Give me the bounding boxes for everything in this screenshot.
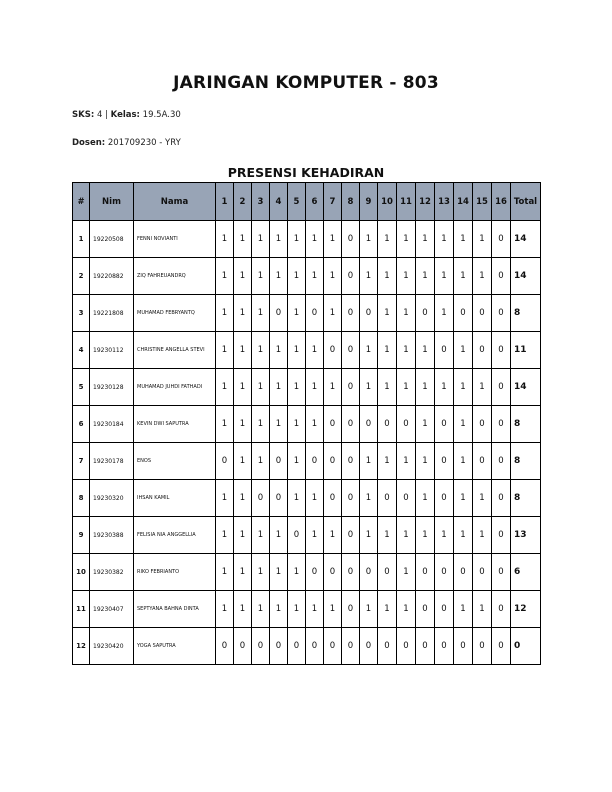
row-number: 5 xyxy=(73,369,90,406)
attendance-cell: 0 xyxy=(378,480,397,517)
attendance-cell: 1 xyxy=(397,517,416,554)
attendance-cell: 1 xyxy=(360,591,378,628)
table-row xyxy=(73,332,541,369)
attendance-cell: 0 xyxy=(416,295,435,332)
attendance-cell: 1 xyxy=(324,369,342,406)
attendance-cell: 1 xyxy=(416,221,435,258)
attendance-cell: 1 xyxy=(378,258,397,295)
attendance-cell: 0 xyxy=(306,554,324,591)
attendance-cell: 1 xyxy=(306,369,324,406)
row-number: 10 xyxy=(73,554,90,591)
student-nim: 19230184 xyxy=(90,406,134,443)
attendance-cell: 1 xyxy=(360,480,378,517)
attendance-table xyxy=(72,182,541,665)
attendance-cell: 1 xyxy=(288,258,306,295)
student-name: FENNI NOVIANTI xyxy=(134,221,216,258)
attendance-cell: 0 xyxy=(473,406,492,443)
attendance-cell: 0 xyxy=(324,480,342,517)
table-body xyxy=(73,221,541,665)
attendance-cell: 0 xyxy=(435,332,454,369)
column-header: 11 xyxy=(397,183,416,221)
attendance-cell: 1 xyxy=(378,443,397,480)
attendance-cell: 1 xyxy=(306,480,324,517)
student-name: YOGA SAPUTRA xyxy=(134,628,216,665)
table-row xyxy=(73,221,541,258)
attendance-cell: 0 xyxy=(435,628,454,665)
attendance-cell: 1 xyxy=(216,591,234,628)
dosen-value: 201709230 - YRY xyxy=(107,138,181,148)
student-name: RIKO FEBRIANTO xyxy=(134,554,216,591)
attendance-cell: 1 xyxy=(360,517,378,554)
attendance-cell: 1 xyxy=(397,332,416,369)
attendance-cell: 1 xyxy=(234,406,252,443)
attendance-cell: 1 xyxy=(270,554,288,591)
attendance-cell: 1 xyxy=(252,443,270,480)
attendance-cell: 1 xyxy=(435,258,454,295)
attendance-cell: 1 xyxy=(288,480,306,517)
column-header: # xyxy=(73,183,90,221)
attendance-cell: 1 xyxy=(306,406,324,443)
attendance-cell: 1 xyxy=(454,406,473,443)
attendance-cell: 0 xyxy=(492,295,511,332)
attendance-cell: 0 xyxy=(360,406,378,443)
student-nim: 19230388 xyxy=(90,517,134,554)
attendance-total: 6 xyxy=(511,554,541,591)
attendance-cell: 0 xyxy=(492,591,511,628)
attendance-total: 14 xyxy=(511,258,541,295)
attendance-cell: 1 xyxy=(473,369,492,406)
attendance-cell: 1 xyxy=(324,591,342,628)
attendance-total: 12 xyxy=(511,591,541,628)
attendance-cell: 1 xyxy=(216,295,234,332)
column-header: 13 xyxy=(435,183,454,221)
column-header: 6 xyxy=(306,183,324,221)
attendance-cell: 1 xyxy=(324,221,342,258)
table-row xyxy=(73,258,541,295)
attendance-cell: 1 xyxy=(234,480,252,517)
attendance-cell: 1 xyxy=(288,443,306,480)
attendance-cell: 0 xyxy=(454,295,473,332)
attendance-cell: 0 xyxy=(492,221,511,258)
attendance-total: 14 xyxy=(511,369,541,406)
attendance-cell: 0 xyxy=(252,480,270,517)
student-name: ENOS xyxy=(134,443,216,480)
attendance-cell: 1 xyxy=(270,258,288,295)
column-header: 15 xyxy=(473,183,492,221)
row-number: 7 xyxy=(73,443,90,480)
sks-label: SKS: xyxy=(72,110,95,120)
attendance-cell: 1 xyxy=(416,517,435,554)
attendance-cell: 0 xyxy=(416,628,435,665)
attendance-cell: 1 xyxy=(473,258,492,295)
attendance-cell: 0 xyxy=(324,628,342,665)
attendance-cell: 0 xyxy=(342,554,360,591)
column-header: 8 xyxy=(342,183,360,221)
attendance-cell: 1 xyxy=(454,369,473,406)
attendance-cell: 1 xyxy=(216,332,234,369)
attendance-cell: 1 xyxy=(306,258,324,295)
attendance-cell: 0 xyxy=(492,443,511,480)
row-number: 6 xyxy=(73,406,90,443)
attendance-cell: 0 xyxy=(342,295,360,332)
column-header: 16 xyxy=(492,183,511,221)
attendance-cell: 0 xyxy=(342,221,360,258)
student-nim: 19230407 xyxy=(90,591,134,628)
separator: | xyxy=(105,110,108,120)
attendance-cell: 1 xyxy=(454,258,473,295)
attendance-cell: 0 xyxy=(360,628,378,665)
attendance-cell: 0 xyxy=(342,517,360,554)
attendance-cell: 1 xyxy=(360,443,378,480)
attendance-cell: 1 xyxy=(234,221,252,258)
attendance-cell: 1 xyxy=(270,332,288,369)
attendance-cell: 1 xyxy=(216,406,234,443)
attendance-cell: 1 xyxy=(360,332,378,369)
attendance-cell: 1 xyxy=(324,295,342,332)
attendance-cell: 1 xyxy=(306,591,324,628)
attendance-cell: 1 xyxy=(397,554,416,591)
attendance-cell: 1 xyxy=(288,369,306,406)
attendance-cell: 1 xyxy=(416,480,435,517)
table-row xyxy=(73,443,541,480)
column-header: 4 xyxy=(270,183,288,221)
page-title: JARINGAN KOMPUTER - 803 xyxy=(173,73,439,93)
attendance-cell: 1 xyxy=(378,295,397,332)
attendance-cell: 1 xyxy=(252,554,270,591)
attendance-cell: 0 xyxy=(324,443,342,480)
student-name: SEPTYANA BAHNA DINTA xyxy=(134,591,216,628)
attendance-cell: 0 xyxy=(216,628,234,665)
attendance-total: 8 xyxy=(511,295,541,332)
table-row xyxy=(73,628,541,665)
attendance-cell: 0 xyxy=(324,554,342,591)
attendance-cell: 0 xyxy=(473,332,492,369)
attendance-cell: 1 xyxy=(473,480,492,517)
attendance-cell: 0 xyxy=(252,628,270,665)
student-nim: 19230320 xyxy=(90,480,134,517)
attendance-cell: 1 xyxy=(454,332,473,369)
kelas-label: Kelas: xyxy=(110,110,140,120)
attendance-cell: 0 xyxy=(342,406,360,443)
row-number: 12 xyxy=(73,628,90,665)
row-number: 1 xyxy=(73,221,90,258)
row-number: 9 xyxy=(73,517,90,554)
attendance-cell: 1 xyxy=(306,332,324,369)
attendance-cell: 1 xyxy=(216,554,234,591)
attendance-cell: 0 xyxy=(397,628,416,665)
table-row xyxy=(73,554,541,591)
attendance-total: 13 xyxy=(511,517,541,554)
attendance-total: 14 xyxy=(511,221,541,258)
column-header: 12 xyxy=(416,183,435,221)
attendance-cell: 1 xyxy=(306,517,324,554)
table-row xyxy=(73,517,541,554)
attendance-cell: 0 xyxy=(492,554,511,591)
kelas-value: 19.5A.30 xyxy=(142,110,181,120)
row-number: 4 xyxy=(73,332,90,369)
section-title: PRESENSI KEHADIRAN xyxy=(227,165,385,180)
table-row xyxy=(73,369,541,406)
attendance-cell: 1 xyxy=(473,221,492,258)
attendance-cell: 0 xyxy=(306,443,324,480)
attendance-cell: 1 xyxy=(234,591,252,628)
attendance-cell: 1 xyxy=(454,221,473,258)
attendance-cell: 0 xyxy=(492,369,511,406)
attendance-cell: 0 xyxy=(288,628,306,665)
attendance-cell: 0 xyxy=(342,258,360,295)
attendance-cell: 1 xyxy=(360,258,378,295)
column-header: 10 xyxy=(378,183,397,221)
attendance-cell: 0 xyxy=(435,406,454,443)
student-name: ZIQ FAHREUANDRQ xyxy=(134,258,216,295)
column-header: 14 xyxy=(454,183,473,221)
attendance-cell: 1 xyxy=(435,295,454,332)
attendance-cell: 1 xyxy=(270,517,288,554)
row-number: 8 xyxy=(73,480,90,517)
attendance-cell: 1 xyxy=(397,221,416,258)
attendance-cell: 0 xyxy=(342,332,360,369)
attendance-cell: 0 xyxy=(492,406,511,443)
attendance-cell: 1 xyxy=(378,517,397,554)
attendance-cell: 1 xyxy=(324,517,342,554)
attendance-cell: 1 xyxy=(306,221,324,258)
table-row xyxy=(73,591,541,628)
student-nim: 19230420 xyxy=(90,628,134,665)
attendance-cell: 1 xyxy=(378,591,397,628)
attendance-cell: 1 xyxy=(252,258,270,295)
attendance-cell: 1 xyxy=(397,443,416,480)
attendance-cell: 1 xyxy=(324,258,342,295)
attendance-cell: 1 xyxy=(435,517,454,554)
attendance-cell: 0 xyxy=(360,554,378,591)
table-row xyxy=(73,406,541,443)
row-number: 3 xyxy=(73,295,90,332)
student-name: IHSAN KAMIL xyxy=(134,480,216,517)
attendance-cell: 1 xyxy=(216,517,234,554)
attendance-total: 0 xyxy=(511,628,541,665)
attendance-cell: 0 xyxy=(435,443,454,480)
attendance-cell: 0 xyxy=(416,591,435,628)
attendance-cell: 0 xyxy=(270,628,288,665)
attendance-cell: 1 xyxy=(234,443,252,480)
attendance-cell: 0 xyxy=(270,443,288,480)
attendance-cell: 1 xyxy=(360,369,378,406)
dosen-label: Dosen: xyxy=(72,138,106,148)
attendance-cell: 0 xyxy=(473,295,492,332)
column-header: 2 xyxy=(234,183,252,221)
attendance-cell: 1 xyxy=(397,295,416,332)
attendance-cell: 0 xyxy=(397,406,416,443)
attendance-cell: 1 xyxy=(288,406,306,443)
attendance-cell: 0 xyxy=(216,443,234,480)
student-name: MUHAMAD JUHDI FATHADI xyxy=(134,369,216,406)
attendance-cell: 1 xyxy=(252,406,270,443)
attendance-cell: 0 xyxy=(306,628,324,665)
student-name: FELISIA NIA ANGGELLIA xyxy=(134,517,216,554)
attendance-cell: 1 xyxy=(234,369,252,406)
attendance-cell: 0 xyxy=(324,332,342,369)
attendance-cell: 0 xyxy=(454,628,473,665)
attendance-cell: 0 xyxy=(378,406,397,443)
attendance-cell: 1 xyxy=(435,221,454,258)
attendance-cell: 0 xyxy=(234,628,252,665)
attendance-cell: 1 xyxy=(252,295,270,332)
attendance-cell: 0 xyxy=(378,554,397,591)
student-name: MUHAMAD FEBRYANTQ xyxy=(134,295,216,332)
attendance-cell: 0 xyxy=(342,628,360,665)
attendance-cell: 0 xyxy=(492,258,511,295)
attendance-cell: 1 xyxy=(252,332,270,369)
student-name: CHRISTINE ANGELLA STEVI xyxy=(134,332,216,369)
table-header-row xyxy=(73,183,541,221)
attendance-cell: 1 xyxy=(416,443,435,480)
attendance-cell: 1 xyxy=(397,258,416,295)
attendance-cell: 1 xyxy=(416,406,435,443)
sks-value: 4 xyxy=(96,110,103,120)
attendance-cell: 0 xyxy=(473,554,492,591)
attendance-cell: 1 xyxy=(288,591,306,628)
attendance-cell: 0 xyxy=(473,443,492,480)
attendance-cell: 1 xyxy=(216,369,234,406)
attendance-total: 8 xyxy=(511,480,541,517)
attendance-cell: 0 xyxy=(306,295,324,332)
attendance-cell: 1 xyxy=(378,221,397,258)
attendance-cell: 1 xyxy=(416,332,435,369)
attendance-cell: 1 xyxy=(416,369,435,406)
attendance-cell: 1 xyxy=(270,591,288,628)
student-nim: 19220508 xyxy=(90,221,134,258)
student-nim: 19230382 xyxy=(90,554,134,591)
attendance-cell: 0 xyxy=(342,591,360,628)
attendance-cell: 1 xyxy=(454,517,473,554)
attendance-cell: 1 xyxy=(216,221,234,258)
attendance-cell: 1 xyxy=(270,406,288,443)
attendance-cell: 1 xyxy=(252,517,270,554)
attendance-cell: 1 xyxy=(270,221,288,258)
attendance-cell: 0 xyxy=(270,480,288,517)
attendance-cell: 1 xyxy=(288,332,306,369)
student-nim: 19221808 xyxy=(90,295,134,332)
attendance-cell: 1 xyxy=(378,369,397,406)
attendance-cell: 1 xyxy=(252,221,270,258)
column-header: 3 xyxy=(252,183,270,221)
student-nim: 19230112 xyxy=(90,332,134,369)
attendance-cell: 1 xyxy=(234,258,252,295)
attendance-total: 11 xyxy=(511,332,541,369)
attendance-cell: 0 xyxy=(288,517,306,554)
attendance-cell: 0 xyxy=(473,628,492,665)
attendance-cell: 1 xyxy=(234,554,252,591)
attendance-cell: 1 xyxy=(473,591,492,628)
table-row xyxy=(73,295,541,332)
column-header: 1 xyxy=(216,183,234,221)
student-nim: 19230128 xyxy=(90,369,134,406)
attendance-cell: 0 xyxy=(342,369,360,406)
student-nim: 19220882 xyxy=(90,258,134,295)
attendance-cell: 1 xyxy=(288,295,306,332)
attendance-cell: 1 xyxy=(252,591,270,628)
attendance-cell: 0 xyxy=(342,443,360,480)
attendance-cell: 1 xyxy=(378,332,397,369)
column-header: Nim xyxy=(90,183,134,221)
column-header: 5 xyxy=(288,183,306,221)
attendance-cell: 1 xyxy=(234,332,252,369)
attendance-cell: 0 xyxy=(454,554,473,591)
lecturer-info-line xyxy=(72,138,181,148)
attendance-cell: 0 xyxy=(492,480,511,517)
attendance-cell: 1 xyxy=(288,221,306,258)
attendance-cell: 1 xyxy=(234,517,252,554)
attendance-cell: 0 xyxy=(492,332,511,369)
column-header: Nama xyxy=(134,183,216,221)
attendance-cell: 1 xyxy=(270,369,288,406)
column-header: Total xyxy=(511,183,541,221)
attendance-cell: 1 xyxy=(416,258,435,295)
attendance-cell: 0 xyxy=(360,295,378,332)
attendance-cell: 1 xyxy=(454,591,473,628)
attendance-cell: 1 xyxy=(252,369,270,406)
attendance-cell: 0 xyxy=(397,480,416,517)
column-header: 7 xyxy=(324,183,342,221)
attendance-cell: 1 xyxy=(360,221,378,258)
student-nim: 19230178 xyxy=(90,443,134,480)
table-row xyxy=(73,480,541,517)
attendance-cell: 1 xyxy=(234,295,252,332)
student-name: KEVIN DWI SAPUTRA xyxy=(134,406,216,443)
attendance-cell: 0 xyxy=(492,517,511,554)
attendance-cell: 1 xyxy=(216,258,234,295)
attendance-cell: 1 xyxy=(216,480,234,517)
attendance-cell: 0 xyxy=(416,554,435,591)
course-info-line xyxy=(72,110,181,120)
attendance-cell: 1 xyxy=(397,369,416,406)
attendance-cell: 0 xyxy=(378,628,397,665)
column-header: 9 xyxy=(360,183,378,221)
row-number: 11 xyxy=(73,591,90,628)
attendance-cell: 0 xyxy=(435,591,454,628)
attendance-cell: 1 xyxy=(454,480,473,517)
attendance-cell: 0 xyxy=(435,554,454,591)
attendance-cell: 1 xyxy=(454,443,473,480)
attendance-cell: 0 xyxy=(342,480,360,517)
row-number: 2 xyxy=(73,258,90,295)
attendance-cell: 0 xyxy=(492,628,511,665)
attendance-cell: 1 xyxy=(435,369,454,406)
attendance-cell: 1 xyxy=(288,554,306,591)
attendance-cell: 1 xyxy=(473,517,492,554)
attendance-total: 8 xyxy=(511,443,541,480)
attendance-cell: 0 xyxy=(435,480,454,517)
attendance-cell: 0 xyxy=(324,406,342,443)
attendance-total: 8 xyxy=(511,406,541,443)
attendance-cell: 1 xyxy=(397,591,416,628)
attendance-cell: 0 xyxy=(270,295,288,332)
